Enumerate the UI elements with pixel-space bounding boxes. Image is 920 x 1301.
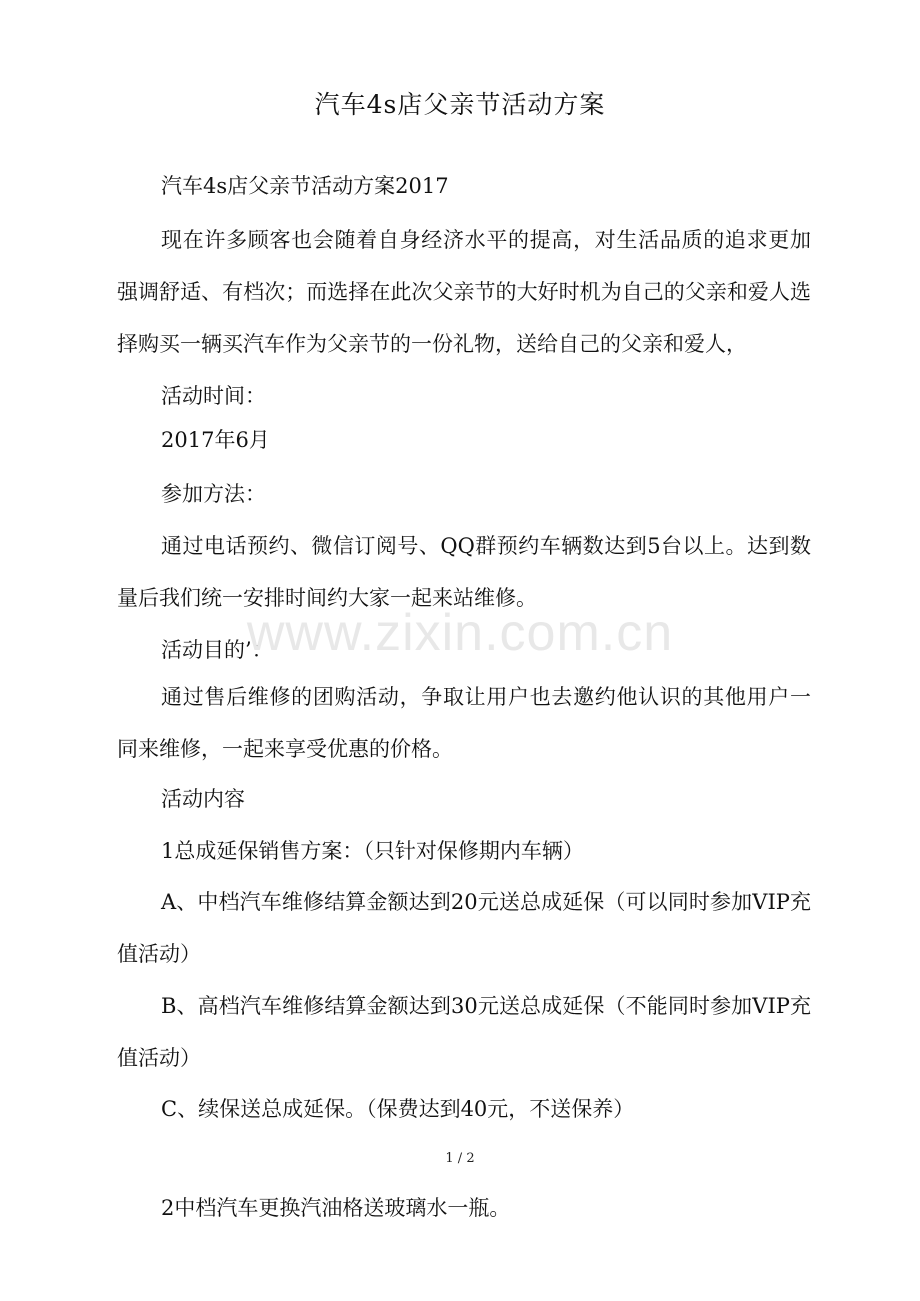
paragraph-content-label: 活动内容: [161, 787, 245, 811]
paragraph-subtitle: 汽车4s店父亲节活动方案2017: [161, 174, 449, 198]
paragraph-item-a: A、中档汽车维修结算金额达到20元送总成延保（可以同时参加VIP充值活动）: [117, 890, 811, 966]
watermark: www.zixin.com.cn: [246, 604, 674, 662]
paragraph-item-c: C、续保送总成延保。（保费达到40元，不送保养）: [161, 1097, 635, 1121]
paragraph-item-b: B、高档汽车维修结算金额达到30元送总成延保（不能同时参加VIP充值活动）: [117, 994, 811, 1070]
paragraph-item-2: 2中档汽车更换汽油格送玻璃水一瓶。: [161, 1196, 511, 1220]
paragraph-item-1: 1总成延保销售方案：（只针对保修期内车辆）: [161, 839, 584, 863]
page-number: 1 / 2: [445, 1151, 475, 1166]
paragraph-activity-time-label: 活动时间：: [161, 384, 266, 408]
paragraph-method-text: 通过电话预约、微信订阅号、QQ群预约车辆数达到5台以上。达到数量后我们统一安排时间约大家一起来站维修。: [117, 534, 811, 610]
document-title: 汽车4s店父亲节活动方案: [314, 90, 606, 119]
paragraph-intro: 现在许多顾客也会随着自身经济水平的提高，对生活品质的追求更加强调舒适、有档次；而选择在此次父亲节的大好时机为自己的父亲和爱人选择购买一辆买汽车作为父亲节的一份礼物，送给自己的父亲和爱人，: [117, 228, 811, 356]
paragraph-purpose-label: 活动目的’：: [161, 638, 273, 662]
paragraph-method-label: 参加方法：: [161, 482, 266, 506]
paragraph-activity-time-value: 2017年6月: [161, 428, 270, 452]
paragraph-purpose-text: 通过售后维修的团购活动，争取让用户也去邀约他认识的其他用户一同来维修，一起来享受优惠的价格。: [117, 685, 811, 761]
